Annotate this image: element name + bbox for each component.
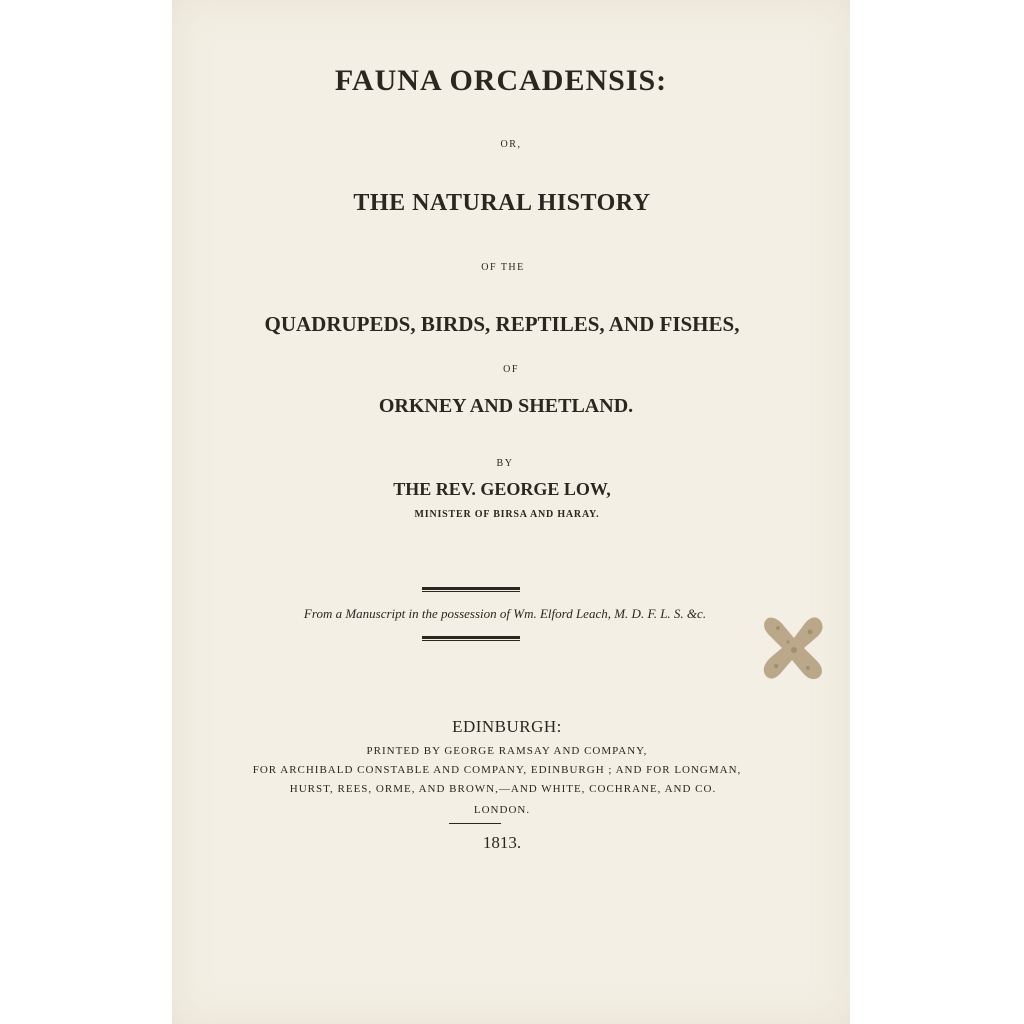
or-connector: OR, xyxy=(500,139,522,150)
author-position: MINISTER OF BIRSA AND HARAY. xyxy=(414,509,600,520)
imprint-line-3: HURST, REES, ORME, AND BROWN,—AND WHITE, COCHRANE, AND CO. xyxy=(289,783,717,795)
of-connector: OF xyxy=(503,364,519,375)
subtitle-natural-history: THE NATURAL HISTORY xyxy=(353,190,651,216)
double-rule-bottom xyxy=(422,636,520,641)
short-rule xyxy=(449,823,501,824)
subtitle-places: ORKNEY AND SHETLAND. xyxy=(378,395,634,417)
publication-year: 1813. xyxy=(482,833,522,852)
title-page xyxy=(172,0,850,1024)
imprint-line-4: LONDON. xyxy=(473,804,531,816)
of-the-connector: OF THE xyxy=(481,262,525,273)
subtitle-animals: QUADRUPEDS, BIRDS, REPTILES, AND FISHES, xyxy=(264,312,740,336)
author-name: THE REV. GEORGE LOW, xyxy=(393,479,611,499)
book-title: FAUNA ORCADENSIS: xyxy=(334,64,668,97)
cross-stain-mark xyxy=(758,612,830,684)
imprint-line-2: FOR ARCHIBALD CONSTABLE AND COMPANY, EDINBURGH ; AND FOR LONGMAN, xyxy=(252,764,742,776)
imprint-line-1: PRINTED BY GEORGE RAMSAY AND COMPANY, xyxy=(366,745,648,757)
double-rule-top xyxy=(422,587,520,592)
manuscript-note: From a Manuscript in the possession of Wm. Elford Leach, M. D. F. L. S. &c. xyxy=(303,606,707,621)
imprint-city: EDINBURGH: xyxy=(452,717,562,736)
by-connector: BY xyxy=(496,458,514,469)
